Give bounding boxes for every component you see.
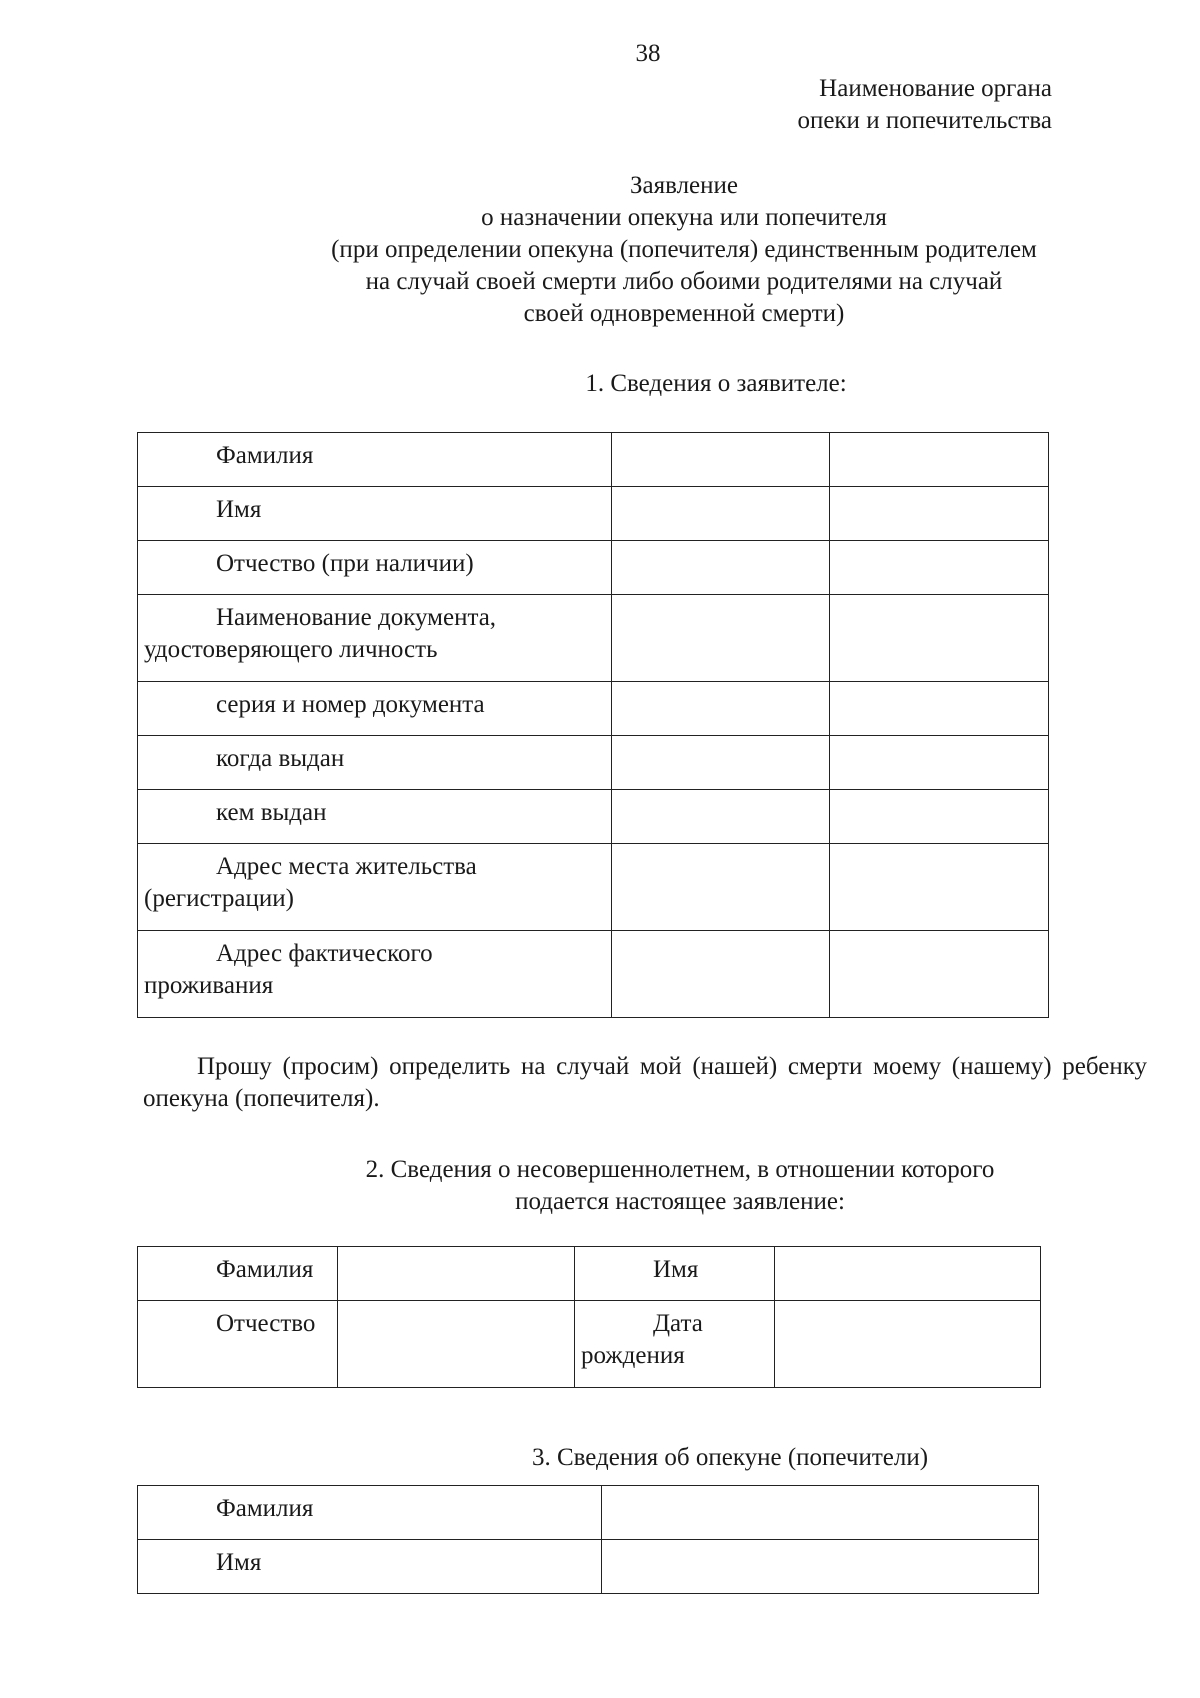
- value-cell[interactable]: [612, 790, 830, 844]
- table-row: [138, 487, 1049, 541]
- value-cell[interactable]: [612, 736, 830, 790]
- name-value-cell[interactable]: [775, 1247, 1041, 1301]
- value-cell[interactable]: [830, 931, 1049, 1018]
- authority-line-1: Наименование органа: [819, 75, 1052, 102]
- table-row: [138, 1247, 1041, 1301]
- table-row: [138, 1301, 1041, 1388]
- value-cell[interactable]: [602, 1540, 1039, 1594]
- guardian-table: [137, 1485, 1039, 1594]
- section-2-heading-line-2: подается настоящее заявление:: [515, 1188, 845, 1215]
- row-label: Имя: [138, 1540, 602, 1594]
- row-label: Отчество (при наличии): [138, 541, 612, 595]
- value-cell[interactable]: [612, 844, 830, 931]
- title-line-5: своей одновременной смерти): [523, 300, 845, 327]
- value-cell[interactable]: [612, 595, 830, 682]
- title-line-1: Заявление: [629, 172, 739, 199]
- table-row: [138, 682, 1049, 736]
- value-cell[interactable]: [612, 433, 830, 487]
- table-row: [138, 541, 1049, 595]
- row-label: Наименование документа, удостоверяющего личность: [138, 595, 612, 682]
- authority-line-2: опеки и попечительства: [797, 107, 1052, 134]
- table-row: [138, 736, 1049, 790]
- row-label: когда выдан: [138, 736, 612, 790]
- value-cell[interactable]: [830, 844, 1049, 931]
- row-label: Адрес места жительства (регистрации): [138, 844, 612, 931]
- minor-table: [137, 1246, 1041, 1388]
- value-cell[interactable]: [830, 736, 1049, 790]
- value-cell[interactable]: [830, 595, 1049, 682]
- title-line-2: о назначении опекуна или попечителя: [481, 204, 887, 231]
- value-cell[interactable]: [830, 487, 1049, 541]
- table-row: [138, 595, 1049, 682]
- request-text: Прошу (просим) определить на случай мой (нашей) смерти моему (нашему) ребенку опекуна (попечителя).: [143, 1053, 1147, 1112]
- value-cell[interactable]: [830, 541, 1049, 595]
- value-cell[interactable]: [830, 433, 1049, 487]
- row-label: серия и номер документа: [138, 682, 612, 736]
- authority-name: [797, 73, 1052, 137]
- section-2-heading: [320, 1154, 1040, 1218]
- value-cell[interactable]: [830, 682, 1049, 736]
- table-row: [138, 844, 1049, 931]
- row-label: Адрес фактического проживания: [138, 931, 612, 1018]
- section-2-heading-line-1: 2. Сведения о несовершеннолетнем, в отношении которого: [365, 1156, 995, 1183]
- patronymic-value-cell[interactable]: [338, 1301, 575, 1388]
- value-cell[interactable]: [612, 541, 830, 595]
- page-number: 38: [635, 40, 661, 67]
- birth-date-label: Дата рождения: [575, 1301, 775, 1388]
- surname-label: Фамилия: [138, 1247, 338, 1301]
- name-label: Имя: [575, 1247, 775, 1301]
- table-row: [138, 1540, 1039, 1594]
- surname-value-cell[interactable]: [338, 1247, 575, 1301]
- row-label: Имя: [138, 487, 612, 541]
- row-label: кем выдан: [138, 790, 612, 844]
- birth-date-value-cell[interactable]: [775, 1301, 1041, 1388]
- value-cell[interactable]: [612, 487, 830, 541]
- title-line-3: (при определении опекуна (попечителя) единственным родителем: [331, 236, 1037, 263]
- applicant-table: [137, 432, 1049, 1018]
- value-cell[interactable]: [612, 682, 830, 736]
- title-line-4: на случай своей смерти либо обоими родителями на случай: [365, 268, 1003, 295]
- table-row: [138, 790, 1049, 844]
- table-row: [138, 931, 1049, 1018]
- request-paragraph: [143, 1051, 1147, 1115]
- patronymic-label: Отчество: [138, 1301, 338, 1388]
- row-label: Фамилия: [138, 1486, 602, 1540]
- section-1-heading: 1. Сведения о заявителе:: [585, 370, 847, 397]
- value-cell[interactable]: [830, 790, 1049, 844]
- value-cell[interactable]: [612, 931, 830, 1018]
- section-3-heading: 3. Сведения об опекуне (попечители): [531, 1444, 929, 1471]
- value-cell[interactable]: [602, 1486, 1039, 1540]
- table-row: [138, 433, 1049, 487]
- document-title: [200, 170, 1168, 330]
- table-row: [138, 1486, 1039, 1540]
- row-label: Фамилия: [138, 433, 612, 487]
